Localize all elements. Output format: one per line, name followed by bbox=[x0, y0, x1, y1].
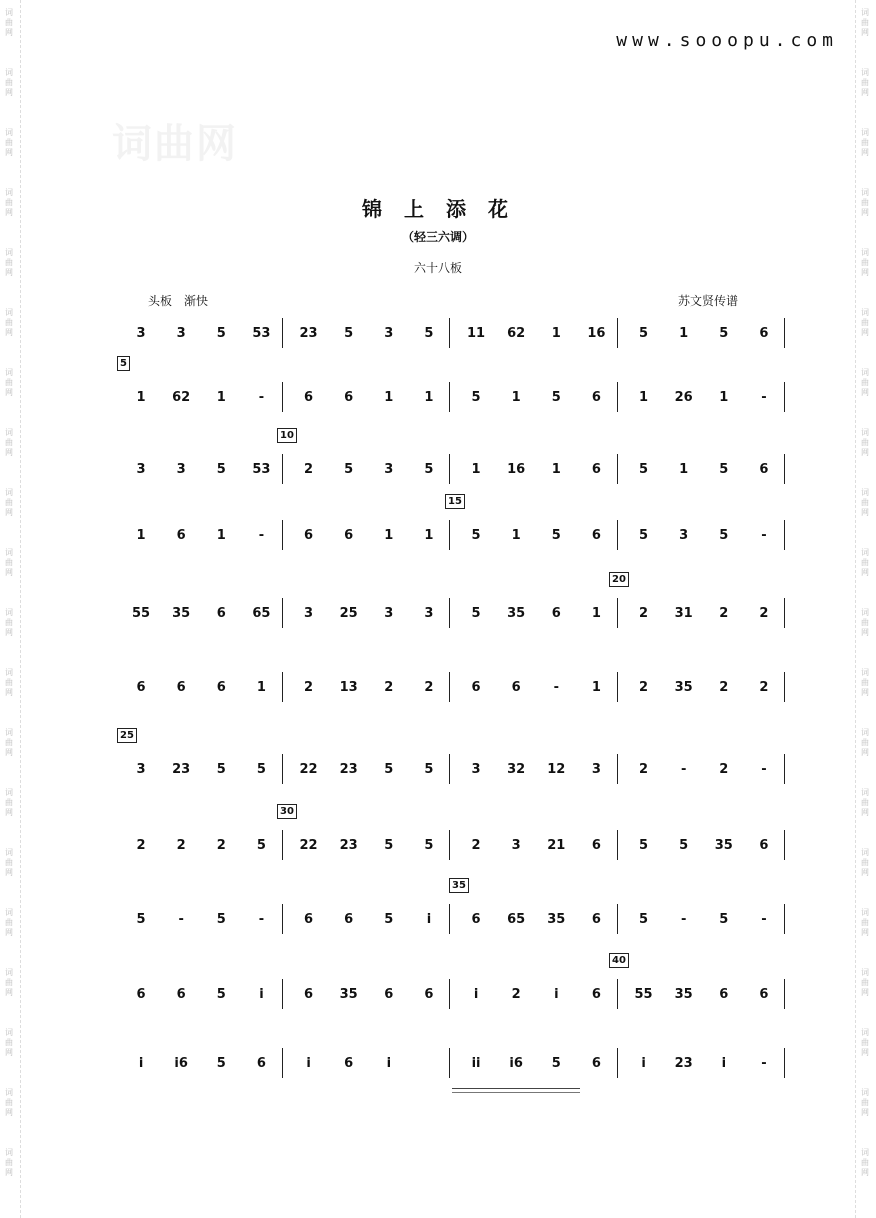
measure bbox=[283, 1048, 451, 1078]
note: 1 bbox=[384, 389, 394, 405]
measure bbox=[115, 830, 283, 860]
measure bbox=[618, 318, 786, 348]
measure bbox=[283, 382, 451, 412]
arranger-credit: 苏文贤传谱 bbox=[678, 294, 739, 308]
note: i bbox=[641, 1055, 646, 1071]
note: 5 bbox=[639, 461, 649, 477]
measure bbox=[618, 979, 786, 1009]
note: i bbox=[721, 1055, 727, 1071]
margin-tag: 词曲网 bbox=[861, 548, 869, 577]
note: - bbox=[761, 389, 767, 405]
note: 12 bbox=[547, 761, 566, 777]
note: 2 bbox=[176, 837, 186, 853]
measure bbox=[450, 382, 618, 412]
measure bbox=[450, 1048, 618, 1078]
measure bbox=[450, 672, 618, 702]
note: 22 bbox=[299, 837, 318, 853]
note: 2 bbox=[511, 986, 521, 1002]
margin-tag: 词曲网 bbox=[861, 788, 869, 817]
margin-tag: 词曲网 bbox=[861, 488, 869, 517]
note: 32 bbox=[507, 761, 526, 777]
ending-line bbox=[452, 1088, 580, 1089]
note: 5 bbox=[551, 1055, 561, 1071]
note: 2 bbox=[136, 837, 146, 853]
note: 1 bbox=[256, 679, 266, 695]
note: 1 bbox=[591, 679, 601, 695]
note: 1 bbox=[511, 527, 521, 543]
margin-tag: 词曲网 bbox=[5, 1148, 13, 1177]
note: 3 bbox=[176, 461, 186, 477]
note: 2 bbox=[424, 679, 434, 695]
measure bbox=[450, 754, 618, 784]
note: 21 bbox=[547, 837, 566, 853]
score-system bbox=[115, 730, 785, 784]
margin-tag: 词曲网 bbox=[5, 248, 13, 277]
note: 5 bbox=[216, 1055, 226, 1071]
note: 5 bbox=[384, 911, 394, 927]
note: 5 bbox=[216, 761, 226, 777]
note: 2 bbox=[719, 605, 729, 621]
note: 5 bbox=[719, 461, 729, 477]
note: 6 bbox=[136, 986, 146, 1002]
margin-tag: 词曲网 bbox=[5, 548, 13, 577]
margin-tag: 词曲网 bbox=[861, 728, 869, 757]
note: 35 bbox=[714, 837, 733, 853]
bar-number: 40 bbox=[609, 953, 629, 968]
note: 2 bbox=[719, 679, 729, 695]
note: 22 bbox=[299, 761, 318, 777]
note: 5 bbox=[639, 837, 649, 853]
note: i bbox=[259, 986, 264, 1002]
note: 35 bbox=[339, 986, 358, 1002]
note: 6 bbox=[471, 679, 481, 695]
note: 2 bbox=[304, 461, 314, 477]
score-system bbox=[115, 806, 785, 860]
measure bbox=[283, 904, 451, 934]
note: 6 bbox=[216, 605, 226, 621]
note: 5 bbox=[424, 461, 434, 477]
note: 5 bbox=[344, 325, 354, 341]
note: 23 bbox=[339, 761, 358, 777]
margin-tag: 词曲网 bbox=[861, 368, 869, 397]
note: i6 bbox=[174, 1055, 188, 1071]
measure bbox=[115, 979, 283, 1009]
note: 5 bbox=[424, 761, 434, 777]
margin-tag: 词曲网 bbox=[861, 188, 869, 217]
note: 65 bbox=[507, 911, 526, 927]
measure bbox=[283, 830, 451, 860]
measure bbox=[618, 904, 786, 934]
note: 5 bbox=[639, 911, 649, 927]
note: 35 bbox=[547, 911, 566, 927]
ending-line-lower bbox=[452, 1092, 580, 1093]
margin-tag: 词曲网 bbox=[5, 968, 13, 997]
note: 5 bbox=[216, 325, 226, 341]
measure bbox=[283, 520, 451, 550]
margin-tag: 词曲网 bbox=[861, 428, 869, 457]
note: 1 bbox=[424, 389, 434, 405]
note: i bbox=[138, 1055, 144, 1071]
measure bbox=[618, 1048, 786, 1078]
note: 3 bbox=[384, 605, 394, 621]
note: 65 bbox=[252, 605, 271, 621]
note: 16 bbox=[587, 325, 606, 341]
note: 53 bbox=[252, 461, 271, 477]
note: 6 bbox=[591, 911, 601, 927]
note: 2 bbox=[639, 761, 649, 777]
note: 1 bbox=[136, 527, 146, 543]
bar-number: 30 bbox=[277, 804, 297, 819]
score-system bbox=[115, 955, 785, 1009]
note: 6 bbox=[304, 527, 314, 543]
note: 35 bbox=[507, 605, 526, 621]
note: 3 bbox=[384, 325, 394, 341]
note: 6 bbox=[216, 679, 226, 695]
measure bbox=[115, 1048, 283, 1078]
note: - bbox=[761, 911, 767, 927]
note: - bbox=[761, 761, 767, 777]
margin-tag: 词曲网 bbox=[861, 8, 869, 37]
measure bbox=[115, 754, 283, 784]
note: 55 bbox=[634, 986, 653, 1002]
note: 5 bbox=[471, 527, 481, 543]
note: 23 bbox=[339, 837, 358, 853]
note: 6 bbox=[591, 986, 601, 1002]
margin-tag: 词曲网 bbox=[5, 908, 13, 937]
note: 6 bbox=[176, 986, 186, 1002]
note: 6 bbox=[136, 679, 146, 695]
note: 6 bbox=[759, 461, 769, 477]
margin-tag: 词曲网 bbox=[861, 248, 869, 277]
bar-number: 35 bbox=[449, 878, 469, 893]
margin-tag: 词曲网 bbox=[861, 968, 869, 997]
note: 5 bbox=[256, 761, 266, 777]
tempo-marking-second: 渐快 bbox=[184, 294, 209, 308]
meter-label: 六十八板 bbox=[413, 261, 462, 275]
score-system bbox=[115, 672, 785, 702]
margin-tag: 词曲网 bbox=[5, 428, 13, 457]
measure bbox=[283, 754, 451, 784]
watermark: 词曲网 bbox=[112, 121, 238, 167]
note: 1 bbox=[216, 527, 226, 543]
note: 11 bbox=[467, 325, 486, 341]
margin-tag: 词曲网 bbox=[861, 1028, 869, 1057]
note: i bbox=[473, 986, 479, 1002]
margin-tag: 词曲网 bbox=[861, 668, 869, 697]
note: 1 bbox=[424, 527, 434, 543]
note: 23 bbox=[674, 1055, 693, 1071]
note: 1 bbox=[471, 461, 481, 477]
measure bbox=[283, 318, 451, 348]
note: 1 bbox=[639, 389, 649, 405]
margin-tag: 词曲网 bbox=[5, 128, 13, 157]
margin-tag: 词曲网 bbox=[5, 848, 13, 877]
note: 3 bbox=[471, 761, 481, 777]
margin-tag: 词曲网 bbox=[5, 488, 13, 517]
note: 3 bbox=[384, 461, 394, 477]
note: 5 bbox=[384, 837, 394, 853]
margin-tag: 词曲网 bbox=[861, 908, 869, 937]
measure bbox=[115, 904, 283, 934]
note: 35 bbox=[674, 679, 693, 695]
note: 1 bbox=[551, 325, 561, 341]
note: - bbox=[680, 911, 687, 927]
note: 1 bbox=[511, 389, 521, 405]
margin-tag: 词曲网 bbox=[5, 1088, 13, 1117]
note: 5 bbox=[424, 325, 434, 341]
note: 6 bbox=[591, 837, 601, 853]
note: 6 bbox=[344, 911, 354, 927]
note: 5 bbox=[471, 389, 481, 405]
measure bbox=[618, 454, 786, 484]
measure bbox=[283, 979, 451, 1009]
note: 5 bbox=[639, 527, 649, 543]
measure bbox=[450, 454, 618, 484]
note: 2 bbox=[759, 679, 769, 695]
margin-tag: 词曲网 bbox=[861, 68, 869, 97]
right-margin-strip bbox=[855, 0, 876, 1218]
note: i6 bbox=[509, 1055, 523, 1071]
note: 5 bbox=[471, 605, 481, 621]
note: 1 bbox=[679, 461, 689, 477]
note: - bbox=[680, 761, 687, 777]
note: 6 bbox=[551, 605, 561, 621]
note: 6 bbox=[591, 461, 601, 477]
margin-tag: 词曲网 bbox=[5, 68, 13, 97]
measure bbox=[115, 382, 283, 412]
left-margin-strip bbox=[0, 0, 21, 1218]
note: 5 bbox=[216, 461, 226, 477]
note: 5 bbox=[424, 837, 434, 853]
note: 3 bbox=[591, 761, 601, 777]
note: ii bbox=[471, 1055, 481, 1071]
margin-tag: 词曲网 bbox=[5, 788, 13, 817]
measure bbox=[450, 979, 618, 1009]
note: 3 bbox=[679, 527, 689, 543]
note: 6 bbox=[759, 837, 769, 853]
note: i bbox=[426, 911, 432, 927]
note: 35 bbox=[172, 605, 191, 621]
note: 6 bbox=[176, 527, 186, 543]
margin-tag: 词曲网 bbox=[5, 1028, 13, 1057]
score-system bbox=[115, 318, 785, 348]
bar-number: 20 bbox=[609, 572, 629, 587]
note: i bbox=[306, 1055, 311, 1071]
note: 6 bbox=[256, 1055, 266, 1071]
tempo-marking bbox=[148, 292, 208, 309]
note: 5 bbox=[344, 461, 354, 477]
note: 31 bbox=[674, 605, 693, 621]
score-subtitle: （轻三六调） bbox=[401, 230, 474, 244]
note: 1 bbox=[591, 605, 601, 621]
note: 1 bbox=[719, 389, 729, 405]
note: 55 bbox=[132, 605, 151, 621]
note: 1 bbox=[384, 527, 394, 543]
measure bbox=[618, 382, 786, 412]
measure bbox=[283, 454, 451, 484]
note: 13 bbox=[339, 679, 358, 695]
margin-tag: 词曲网 bbox=[861, 128, 869, 157]
note: 2 bbox=[639, 605, 649, 621]
note: 5 bbox=[384, 761, 394, 777]
note: 2 bbox=[216, 837, 226, 853]
margin-tag: 词曲网 bbox=[861, 608, 869, 637]
note: 16 bbox=[507, 461, 526, 477]
note: - bbox=[761, 1055, 767, 1071]
note: 6 bbox=[759, 325, 769, 341]
note: 5 bbox=[719, 911, 729, 927]
measure bbox=[283, 598, 451, 628]
margin-tag: 词曲网 bbox=[5, 668, 13, 697]
bar-number: 5 bbox=[117, 356, 130, 371]
note: 6 bbox=[471, 911, 481, 927]
note: 2 bbox=[471, 837, 481, 853]
score-system bbox=[115, 880, 785, 934]
measure bbox=[618, 598, 786, 628]
note: - bbox=[178, 911, 184, 927]
note: 3 bbox=[136, 461, 146, 477]
margin-tag: 词曲网 bbox=[861, 308, 869, 337]
measure bbox=[450, 520, 618, 550]
margin-tag: 词曲网 bbox=[861, 848, 869, 877]
note: 6 bbox=[591, 1055, 601, 1071]
margin-tag: 词曲网 bbox=[5, 368, 13, 397]
note: 2 bbox=[759, 605, 769, 621]
note: 1 bbox=[551, 461, 561, 477]
note: 2 bbox=[639, 679, 649, 695]
note: 5 bbox=[216, 986, 226, 1002]
measure bbox=[115, 598, 283, 628]
note: 3 bbox=[511, 837, 521, 853]
site-url: www.sooopu.com bbox=[616, 30, 838, 51]
note: 5 bbox=[719, 527, 729, 543]
note: 5 bbox=[679, 837, 689, 853]
note: i bbox=[386, 1055, 392, 1071]
measure bbox=[618, 754, 786, 784]
note: 6 bbox=[591, 527, 601, 543]
margin-tag: 词曲网 bbox=[5, 728, 13, 757]
note: 5 bbox=[136, 911, 146, 927]
margin-tag: 词曲网 bbox=[861, 1088, 869, 1117]
note: 6 bbox=[176, 679, 186, 695]
bar-number: 25 bbox=[117, 728, 137, 743]
margin-tag: 词曲网 bbox=[5, 8, 13, 37]
note: 1 bbox=[216, 389, 226, 405]
note: 2 bbox=[304, 679, 314, 695]
measure bbox=[618, 520, 786, 550]
note: - bbox=[258, 389, 265, 405]
score-system bbox=[115, 496, 785, 550]
measure bbox=[450, 598, 618, 628]
note: 25 bbox=[339, 605, 358, 621]
note: 6 bbox=[304, 986, 314, 1002]
measure bbox=[450, 318, 618, 348]
note: - bbox=[761, 527, 767, 543]
note: 62 bbox=[172, 389, 191, 405]
note: 5 bbox=[256, 837, 266, 853]
note: 26 bbox=[674, 389, 693, 405]
measure bbox=[450, 904, 618, 934]
note: 23 bbox=[299, 325, 318, 341]
note: 3 bbox=[136, 761, 146, 777]
note: 6 bbox=[344, 1055, 354, 1071]
tempo-marking-first: 头板 bbox=[148, 294, 173, 308]
note: 1 bbox=[136, 389, 146, 405]
score-title: 锦上添花 bbox=[362, 197, 530, 221]
note: 6 bbox=[344, 527, 354, 543]
note: 23 bbox=[172, 761, 191, 777]
measure bbox=[618, 830, 786, 860]
bar-number: 10 bbox=[277, 428, 297, 443]
note: 6 bbox=[304, 389, 314, 405]
margin-tag: 词曲网 bbox=[5, 608, 13, 637]
score-system bbox=[115, 430, 785, 484]
measure bbox=[115, 318, 283, 348]
note: 5 bbox=[551, 527, 561, 543]
note: - bbox=[258, 911, 265, 927]
note: 5 bbox=[551, 389, 561, 405]
note: 6 bbox=[424, 986, 434, 1002]
note: 2 bbox=[719, 761, 729, 777]
note: 6 bbox=[511, 679, 521, 695]
note: 62 bbox=[507, 325, 526, 341]
note: 6 bbox=[344, 389, 354, 405]
note: 5 bbox=[639, 325, 649, 341]
margin-tag: 词曲网 bbox=[5, 188, 13, 217]
note: 1 bbox=[679, 325, 689, 341]
measure bbox=[115, 520, 283, 550]
note: 6 bbox=[384, 986, 394, 1002]
note: - bbox=[258, 527, 265, 543]
note: 6 bbox=[719, 986, 729, 1002]
measure bbox=[618, 672, 786, 702]
note: 6 bbox=[759, 986, 769, 1002]
note: 5 bbox=[216, 911, 226, 927]
score-system bbox=[115, 358, 785, 412]
bar-number: 15 bbox=[445, 494, 465, 509]
note: 53 bbox=[252, 325, 271, 341]
score-system bbox=[115, 574, 785, 628]
note: 5 bbox=[719, 325, 729, 341]
measure bbox=[283, 672, 451, 702]
note: - bbox=[553, 679, 560, 695]
note: 3 bbox=[304, 605, 314, 621]
measure bbox=[115, 454, 283, 484]
note: 2 bbox=[384, 679, 394, 695]
note: 3 bbox=[424, 605, 434, 621]
note: 35 bbox=[674, 986, 693, 1002]
note: 3 bbox=[136, 325, 146, 341]
note: 6 bbox=[591, 389, 601, 405]
margin-tag: 词曲网 bbox=[861, 1148, 869, 1177]
note: i bbox=[554, 986, 559, 1002]
score-system bbox=[115, 1048, 785, 1078]
margin-tag: 词曲网 bbox=[5, 308, 13, 337]
measure bbox=[450, 830, 618, 860]
note: 6 bbox=[304, 911, 314, 927]
measure bbox=[115, 672, 283, 702]
note: 3 bbox=[176, 325, 186, 341]
